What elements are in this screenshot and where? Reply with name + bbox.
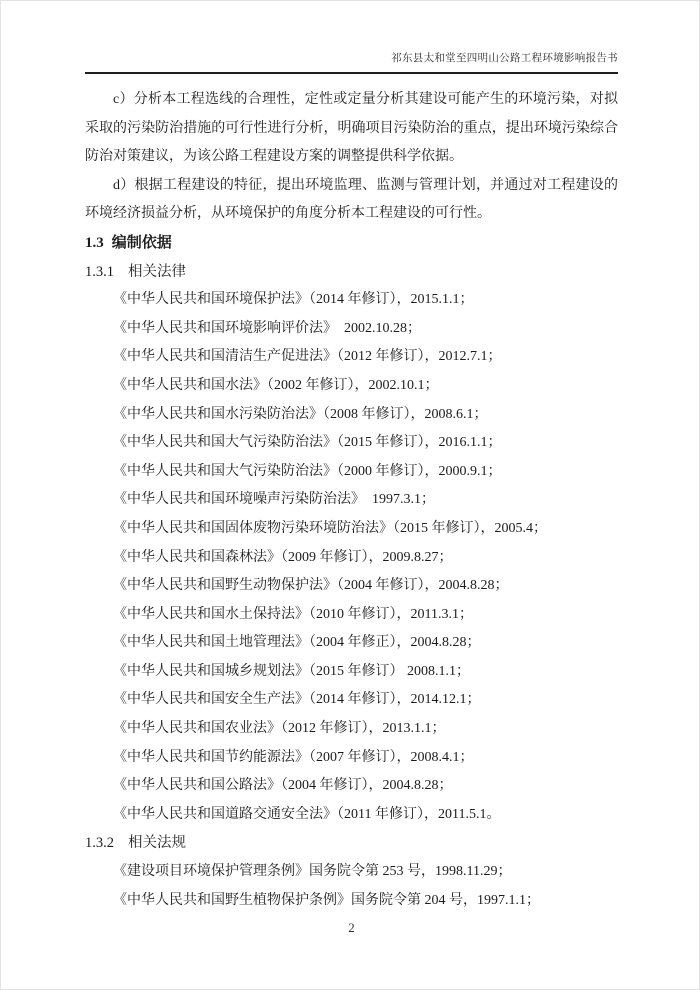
law-item: 《中华人民共和国森林法》（2009 年修订），2009.8.27； <box>113 549 453 565</box>
section-number: 1.3 <box>85 234 104 251</box>
paragraph-c: c）分析本工程选线的合理性，定性或定量分析其建设可能产生的环境污染，对拟采取的污染防治措施的可行性进行分析，明确项目污染防治的重点，提出环境污染综合防治对策建议，为该公路工程建设方案的调整提供科学依据。 <box>85 92 618 165</box>
regulation-item: 《中华人民共和国野生植物保护条例》国务院令第 204 号，1997.1.1； <box>113 892 540 908</box>
law-item: 《中华人民共和国清洁生产促进法》（2012 年修订），2012.7.1； <box>113 349 502 365</box>
paragraph-d: d）根据工程建设的特征，提出环境监理、监测与管理计划，并通过对工程建设的环境经济损益分析，从环境保护的角度分析本工程建设的可行性。 <box>85 177 618 222</box>
section-title: 相关法律 <box>128 263 186 280</box>
section-title: 相关法规 <box>128 835 186 852</box>
document-body <box>85 86 618 915</box>
law-item: 《中华人民共和国环境影响评价法》 2002.10.28； <box>113 320 421 336</box>
section-number: 1.3.2 <box>85 835 114 852</box>
law-item: 《中华人民共和国土地管理法》（2004 年修正），2004.8.28； <box>113 635 481 651</box>
regulation-item: 《建设项目环境保护管理条例》国务院令第 253 号，1998.11.29； <box>113 864 512 880</box>
law-item: 《中华人民共和国野生动物保护法》（2004 年修订），2004.8.28； <box>113 578 509 594</box>
report-header-title: 祁东县太和堂至四明山公路工程环境影响报告书 <box>391 53 618 64</box>
page-header <box>0 0 700 74</box>
law-item: 《中华人民共和国节约能源法》（2007 年修订），2008.4.1； <box>113 749 474 765</box>
section-number: 1.3.1 <box>85 263 114 280</box>
law-item: 《中华人民共和国大气污染防治法》（2015 年修订），2016.1.1； <box>113 435 502 451</box>
law-item: 《中华人民共和国安全生产法》（2014 年修订），2014.12.1； <box>113 692 481 708</box>
law-list <box>85 286 618 829</box>
law-item: 《中华人民共和国公路法》（2004 年修订），2004.8.28； <box>113 778 453 794</box>
law-item: 《中华人民共和国环境噪声污染防治法》 1997.3.1； <box>113 492 435 508</box>
section-title: 编制依据 <box>111 233 172 251</box>
law-item: 《中华人民共和国城乡规划法》（2015 年修订） 2008.1.1； <box>113 663 470 679</box>
header-rule <box>85 72 618 74</box>
law-item: 《中华人民共和国道路交通安全法》（2011 年修订），2011.5.1。 <box>113 806 501 822</box>
section-heading-1-3-1 <box>85 258 618 287</box>
law-item: 《中华人民共和国大气污染防治法》（2000 年修订），2000.9.1； <box>113 463 502 479</box>
law-item: 《中华人民共和国水法》（2002 年修订），2002.10.1； <box>113 377 439 393</box>
law-item: 《中华人民共和国固体废物污染环境防治法》（2015 年修订），2005.4； <box>113 520 547 536</box>
regulation-list <box>85 858 618 915</box>
section-heading-1-3 <box>85 229 618 258</box>
law-item: 《中华人民共和国环境保护法》（2014 年修订），2015.1.1； <box>113 292 474 308</box>
section-heading-1-3-2 <box>85 829 618 858</box>
law-item: 《中华人民共和国农业法》（2012 年修订），2013.1.1； <box>113 721 446 737</box>
page-number: 2 <box>348 920 355 935</box>
law-item: 《中华人民共和国水污染防治法》（2008 年修订），2008.6.1； <box>113 406 488 422</box>
page-footer <box>85 920 618 936</box>
law-item: 《中华人民共和国水土保持法》（2010 年修订），2011.3.1； <box>113 606 473 622</box>
